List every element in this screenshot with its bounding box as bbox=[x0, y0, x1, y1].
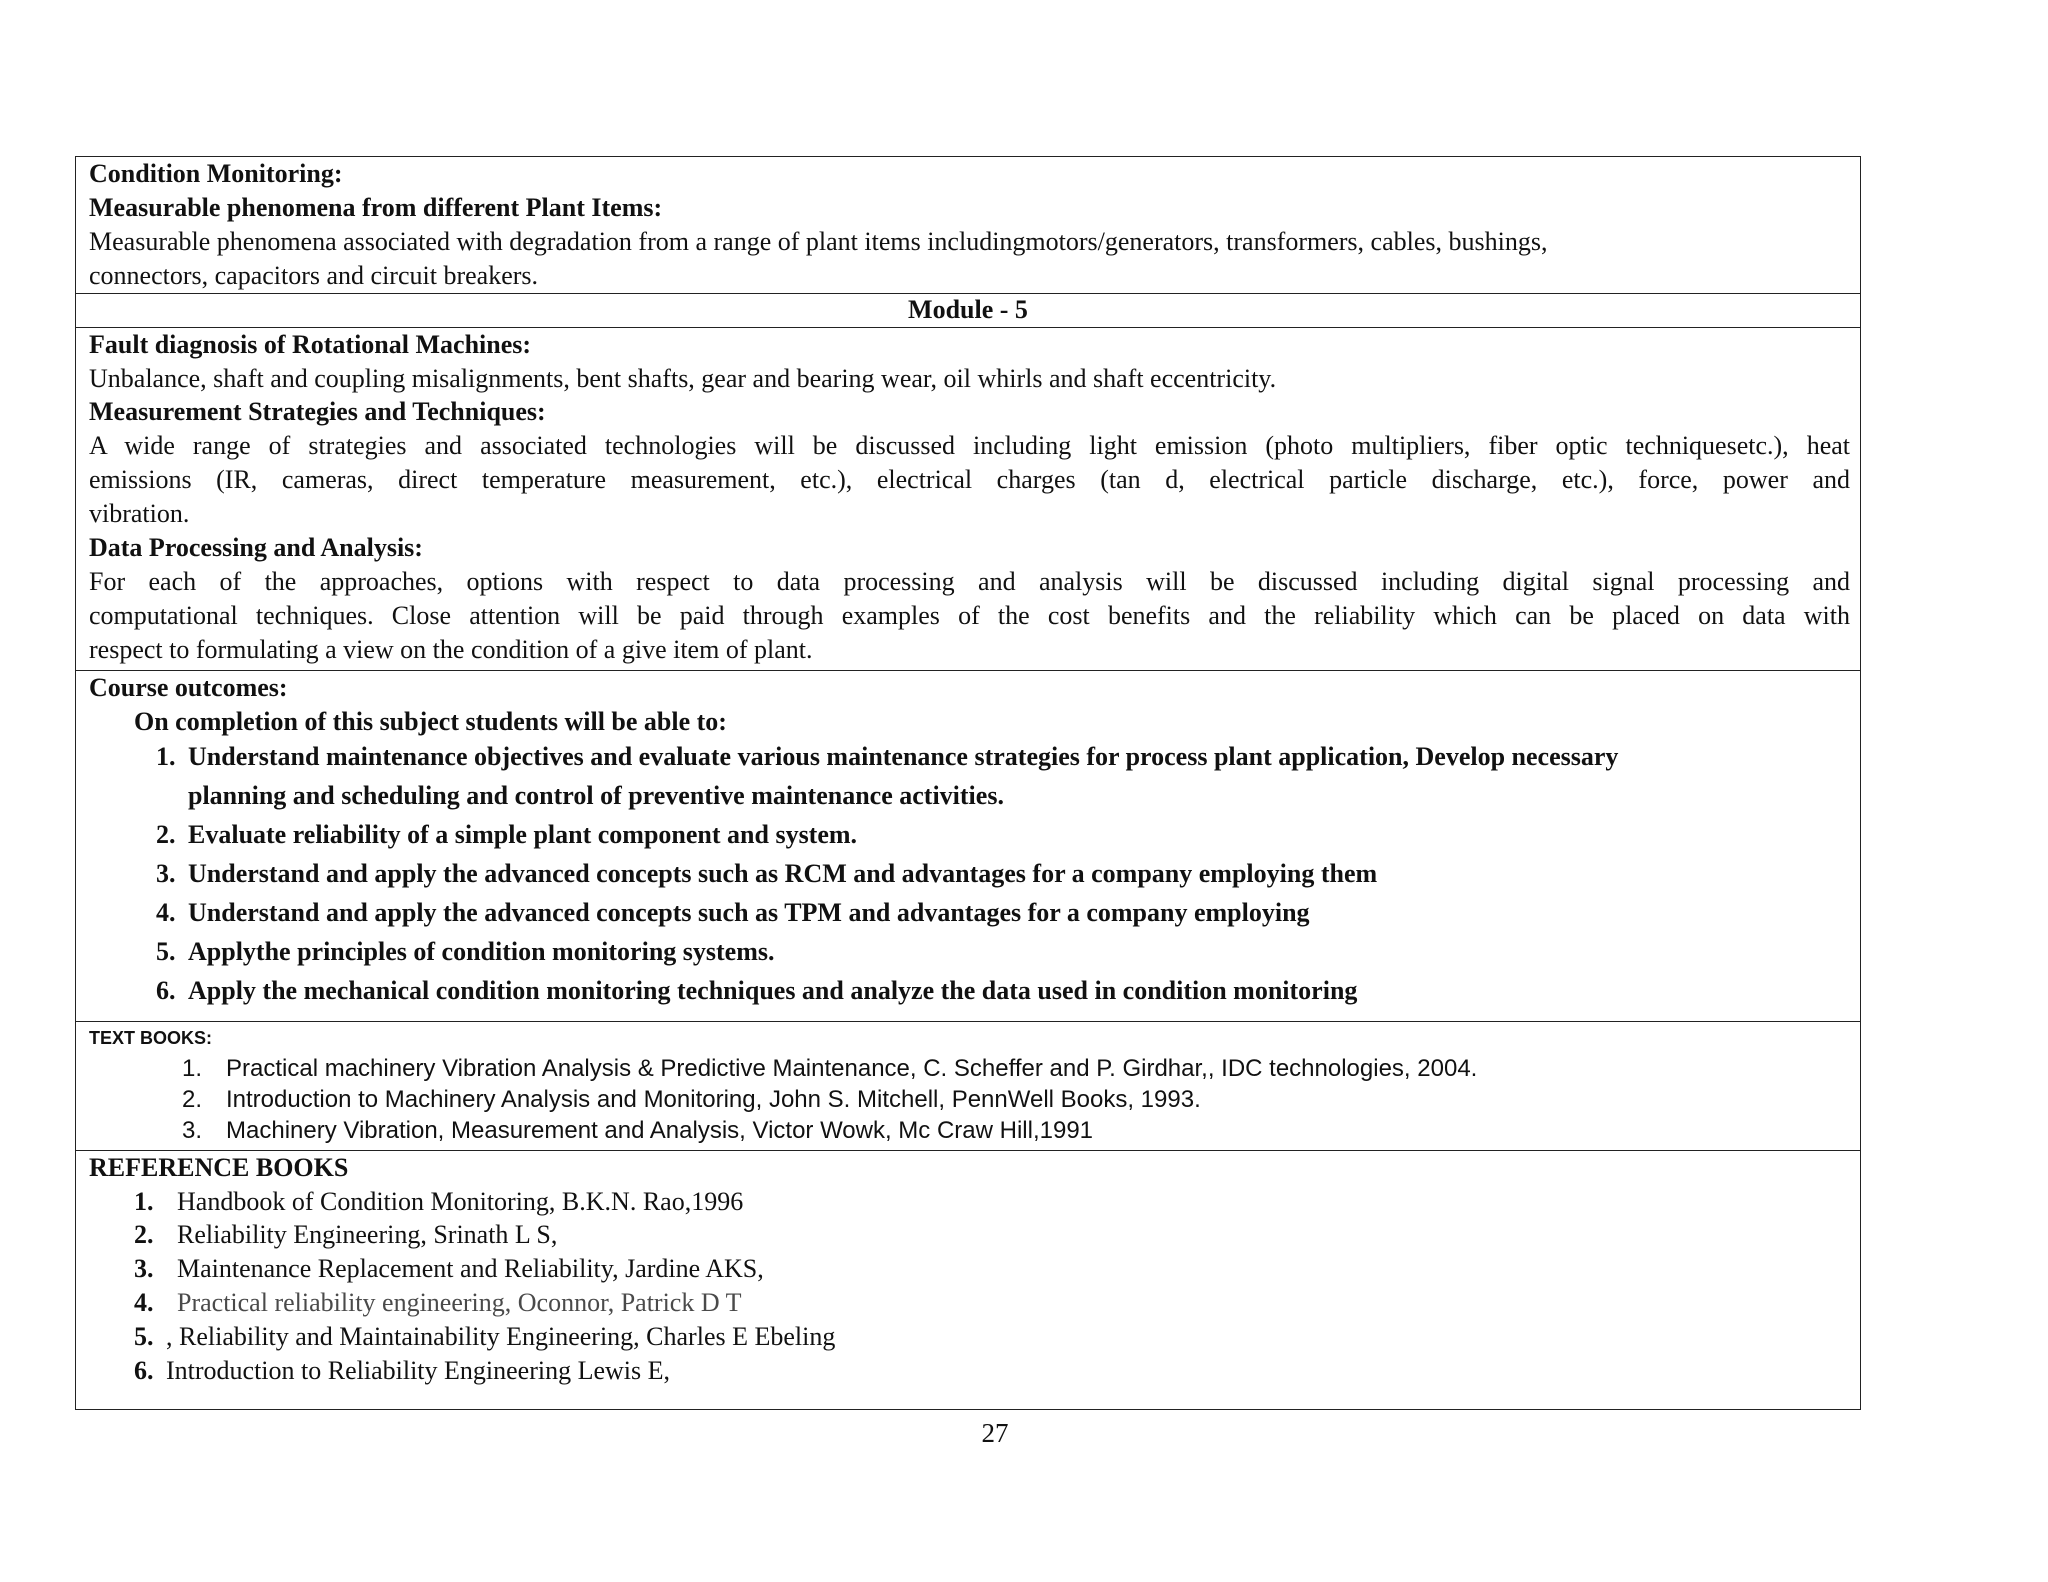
text-books-heading: TEXT BOOKS: bbox=[89, 1028, 213, 1048]
fault-diagnosis-text: Unbalance, shaft and coupling misalignments, bent shafts, gear and bearing wear, oil whirls and shaft eccentricity. bbox=[89, 364, 1277, 393]
outcome-text: Understand maintenance objectives and evaluate various maintenance strategies for process plant application, Develop necessary bbox=[188, 742, 1619, 771]
module-title: Module - 5 bbox=[908, 295, 1028, 324]
course-outcomes-heading: Course outcomes: bbox=[89, 673, 288, 702]
reference-entry: Handbook of Condition Monitoring, B.K.N. Rao,1996 bbox=[177, 1187, 744, 1216]
outcome-number: 4. bbox=[156, 898, 176, 927]
module-5-content bbox=[76, 328, 1860, 671]
measurable-phenomena-heading: Measurable phenomena from different Plant Items: bbox=[89, 193, 663, 222]
text-book-entry: Practical machinery Vibration Analysis & Predictive Maintenance, C. Scheffer and P. Girdhar,, IDC technologies, 2004. bbox=[226, 1055, 1478, 1082]
reference-number: 1. bbox=[134, 1187, 154, 1216]
reference-number: 6. bbox=[134, 1356, 154, 1385]
module-title-row bbox=[76, 294, 1860, 328]
outcome-number: 5. bbox=[156, 937, 176, 966]
data-processing-text-line: respect to formulating a view on the condition of a give item of plant. bbox=[89, 635, 813, 664]
reference-number: 3. bbox=[134, 1254, 154, 1283]
reference-entry: Introduction to Reliability Engineering Lewis E, bbox=[166, 1356, 671, 1385]
outcome-number: 3. bbox=[156, 859, 176, 888]
measurement-strategies-heading: Measurement Strategies and Techniques: bbox=[89, 397, 546, 426]
reference-number: 5. bbox=[134, 1322, 154, 1351]
text-book-number: 2. bbox=[182, 1086, 203, 1113]
text-books-section bbox=[76, 1022, 1860, 1151]
outcome-text: Applythe principles of condition monitoring systems. bbox=[188, 937, 775, 966]
text-book-entry: Machinery Vibration, Measurement and Analysis, Victor Wowk, Mc Craw Hill,1991 bbox=[226, 1117, 1094, 1144]
reference-number: 4. bbox=[134, 1288, 154, 1317]
outcome-text: Understand and apply the advanced concepts such as TPM and advantages for a company employing bbox=[188, 898, 1310, 927]
outcome-text: Evaluate reliability of a simple plant component and system. bbox=[188, 820, 858, 849]
measurable-phenomena-text-line: Measurable phenomena associated with degradation from a range of plant items includingmotors/generators, transformers, cables, bushings, bbox=[89, 227, 1548, 256]
measurement-strategies-text-line: vibration. bbox=[89, 499, 190, 528]
outcome-number: 1. bbox=[156, 742, 176, 771]
course-outcomes-intro: On completion of this subject students will be able to: bbox=[134, 707, 727, 736]
outcome-item bbox=[156, 740, 176, 774]
measurable-phenomena-text-line: connectors, capacitors and circuit breakers. bbox=[89, 261, 539, 290]
data-processing-text-line: computational techniques. Close attention will be paid through examples of the cost benefits and the reliability which can be placed on data with bbox=[89, 601, 1850, 630]
outcome-number: 2. bbox=[156, 820, 176, 849]
reference-entry: Reliability Engineering, Srinath L S, bbox=[177, 1220, 558, 1249]
text-book-number: 1. bbox=[182, 1055, 203, 1082]
reference-books-section bbox=[76, 1151, 1860, 1409]
condition-monitoring-section bbox=[76, 157, 1860, 294]
outcome-text: Apply the mechanical condition monitoring techniques and analyze the data used in condition monitoring bbox=[188, 976, 1358, 1005]
data-processing-text-line: For each of the approaches, options with respect to data processing and analysis will be discussed including digital signal processing and bbox=[89, 567, 1850, 596]
fault-diagnosis-heading: Fault diagnosis of Rotational Machines: bbox=[89, 330, 532, 359]
text-book-entry: Introduction to Machinery Analysis and Monitoring, John S. Mitchell, PennWell Books, 1993. bbox=[226, 1086, 1201, 1113]
reference-books-heading: REFERENCE BOOKS bbox=[89, 1153, 349, 1182]
reference-entry: Practical reliability engineering, Oconnor, Patrick D T bbox=[177, 1288, 742, 1317]
syllabus-table bbox=[75, 156, 1861, 1410]
condition-monitoring-heading: Condition Monitoring: bbox=[89, 159, 343, 188]
data-processing-heading: Data Processing and Analysis: bbox=[89, 533, 423, 562]
measurement-strategies-text-line: A wide range of strategies and associated technologies will be discussed including light emission (photo multipliers, fiber optic techniquesetc.), heat bbox=[89, 431, 1850, 460]
outcome-number: 6. bbox=[156, 976, 176, 1005]
measurement-strategies-text-line: emissions (IR, cameras, direct temperature measurement, etc.), electrical charges (tan d, electrical particle discharge, etc.), force, power and bbox=[89, 465, 1850, 494]
course-outcomes-section bbox=[76, 671, 1860, 1022]
outcome-text: planning and scheduling and control of preventive maintenance activities. bbox=[188, 781, 1004, 810]
page-number: 27 bbox=[981, 1418, 1009, 1448]
reference-entry: Maintenance Replacement and Reliability, Jardine AKS, bbox=[177, 1254, 764, 1283]
outcome-text: Understand and apply the advanced concepts such as RCM and advantages for a company employing them bbox=[188, 859, 1378, 888]
reference-entry: , Reliability and Maintainability Engineering, Charles E Ebeling bbox=[166, 1322, 836, 1351]
reference-number: 2. bbox=[134, 1220, 154, 1249]
text-book-number: 3. bbox=[182, 1117, 203, 1144]
